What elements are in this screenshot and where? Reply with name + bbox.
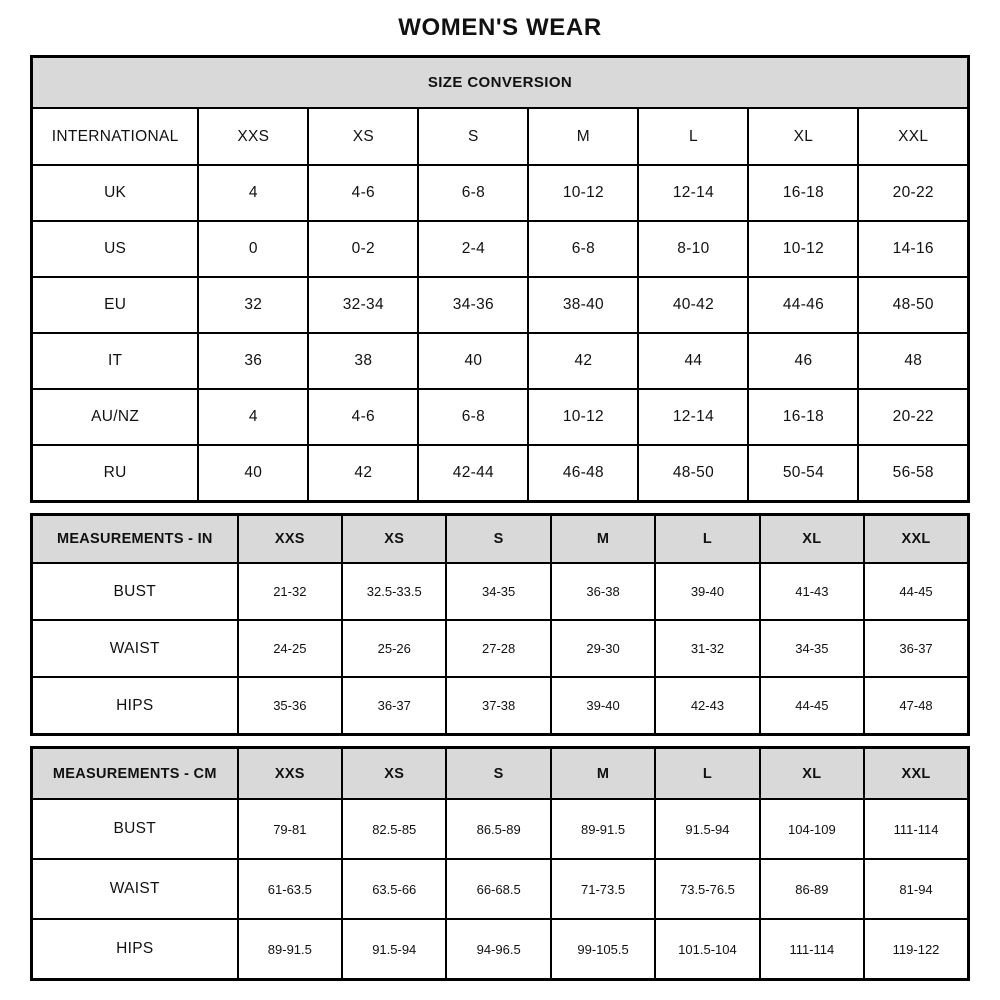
table-row [32,165,969,221]
column-header: XS [342,748,446,800]
row-label: IT [32,333,199,389]
table-cell: 89-91.5 [238,919,342,980]
table-cell: 2-4 [418,221,528,277]
table-cell: 42-43 [655,677,759,735]
table-row [32,277,969,333]
column-header: M [551,748,655,800]
row-label: RU [32,445,199,502]
table-cell: 44 [638,333,748,389]
table-row [32,333,969,389]
table-cell: 94-96.5 [446,919,550,980]
column-header: XL [760,515,864,564]
table-cell: 63.5-66 [342,859,446,919]
table-cell: 38 [308,333,418,389]
table-cell: 38-40 [528,277,638,333]
table-cell: 37-38 [446,677,550,735]
row-label: US [32,221,199,277]
table-cell: 36-38 [551,563,655,620]
row-label: BUST [32,799,238,859]
table-cell: 21-32 [238,563,342,620]
table-cell: 50-54 [748,445,858,502]
table-cell: 82.5-85 [342,799,446,859]
header-row [32,108,969,165]
table-cell: 10-12 [528,389,638,445]
table-cell: 4-6 [308,389,418,445]
table-cell: 20-22 [858,389,968,445]
table-cell: 34-35 [760,620,864,677]
table-cell: 29-30 [551,620,655,677]
table-cell: 46 [748,333,858,389]
table-cell: 81-94 [864,859,968,919]
column-header: L [638,108,748,165]
table-cell: 104-109 [760,799,864,859]
row-label-header: INTERNATIONAL [32,108,199,165]
table-cell: 46-48 [528,445,638,502]
header-row [32,515,969,564]
table-cell: 4 [198,389,308,445]
row-label: HIPS [32,919,238,980]
table-cell: 12-14 [638,389,748,445]
column-header: M [551,515,655,564]
table-cell: 44-45 [864,563,968,620]
table-cell: 89-91.5 [551,799,655,859]
table-row [32,445,969,502]
table-cell: 32-34 [308,277,418,333]
row-label: EU [32,277,199,333]
table-cell: 61-63.5 [238,859,342,919]
table-cell: 0 [198,221,308,277]
table-row [32,919,969,980]
table-cell: 42 [308,445,418,502]
table-cell: 111-114 [760,919,864,980]
table-row [32,620,969,677]
column-header: XL [760,748,864,800]
table-cell: 91.5-94 [655,799,759,859]
row-label: UK [32,165,199,221]
table-row [32,563,969,620]
table-row [32,799,969,859]
table-cell: 73.5-76.5 [655,859,759,919]
table-cell: 10-12 [528,165,638,221]
table-cell: 39-40 [655,563,759,620]
table-cell: 8-10 [638,221,748,277]
table-cell: 4-6 [308,165,418,221]
table-title-row [32,57,969,109]
table-cell: 36 [198,333,308,389]
table-cell: 79-81 [238,799,342,859]
column-header: XS [342,515,446,564]
tables [30,55,970,981]
table-cell: 16-18 [748,165,858,221]
table-cell: 71-73.5 [551,859,655,919]
column-header: S [418,108,528,165]
table-cell: 39-40 [551,677,655,735]
table-cell: 0-2 [308,221,418,277]
column-header: S [446,515,550,564]
table-cell: 34-35 [446,563,550,620]
table-cell: 48 [858,333,968,389]
table-cell: 27-28 [446,620,550,677]
table-cell: 36-37 [342,677,446,735]
row-label-header: MEASUREMENTS - CM [32,748,238,800]
table-cell: 12-14 [638,165,748,221]
table-cell: 6-8 [418,165,528,221]
table-row [32,389,969,445]
table-cell: 16-18 [748,389,858,445]
table-cell: 32 [198,277,308,333]
table-cell: 10-12 [748,221,858,277]
table-cell: 48-50 [858,277,968,333]
table-cell: 86.5-89 [446,799,550,859]
table-row [32,859,969,919]
table-cell: 41-43 [760,563,864,620]
table-cell: 86-89 [760,859,864,919]
table-cell: 111-114 [864,799,968,859]
row-label: WAIST [32,620,238,677]
column-header: XS [308,108,418,165]
row-label-header: MEASUREMENTS - IN [32,515,238,564]
table-title: SIZE CONVERSION [32,57,969,109]
row-label: BUST [32,563,238,620]
table-size-conversion [30,55,970,503]
table-cell: 101.5-104 [655,919,759,980]
table-cell: 36-37 [864,620,968,677]
table-cell: 25-26 [342,620,446,677]
table-cell: 20-22 [858,165,968,221]
row-label: HIPS [32,677,238,735]
table-cell: 42 [528,333,638,389]
table-cell: 14-16 [858,221,968,277]
table-cell: 6-8 [418,389,528,445]
page-title: WOMEN'S WEAR [398,14,602,41]
table-cell: 34-36 [418,277,528,333]
table-cell: 47-48 [864,677,968,735]
table-cell: 32.5-33.5 [342,563,446,620]
table-cell: 44-46 [748,277,858,333]
table-cell: 24-25 [238,620,342,677]
column-header: XXS [238,748,342,800]
table-cell: 6-8 [528,221,638,277]
table-cell: 91.5-94 [342,919,446,980]
table-cell: 40 [198,445,308,502]
row-label: WAIST [32,859,238,919]
header-row [32,748,969,800]
table-cell: 4 [198,165,308,221]
table-cell: 40-42 [638,277,748,333]
table-cell: 42-44 [418,445,528,502]
column-header: XXL [864,515,968,564]
table-cell: 35-36 [238,677,342,735]
column-header: XXL [858,108,968,165]
table-measurements-in [30,513,970,736]
column-header: XL [748,108,858,165]
table-cell: 31-32 [655,620,759,677]
table-row [32,221,969,277]
table-cell: 48-50 [638,445,748,502]
table-cell: 66-68.5 [446,859,550,919]
column-header: XXS [238,515,342,564]
column-header: L [655,748,759,800]
table-cell: 40 [418,333,528,389]
column-header: XXL [864,748,968,800]
table-measurements-cm [30,746,970,981]
table-cell: 56-58 [858,445,968,502]
column-header: L [655,515,759,564]
table-cell: 44-45 [760,677,864,735]
table-row [32,677,969,735]
column-header: M [528,108,638,165]
column-header: XXS [198,108,308,165]
table-cell: 99-105.5 [551,919,655,980]
row-label: AU/NZ [32,389,199,445]
table-cell: 119-122 [864,919,968,980]
column-header: S [446,748,550,800]
